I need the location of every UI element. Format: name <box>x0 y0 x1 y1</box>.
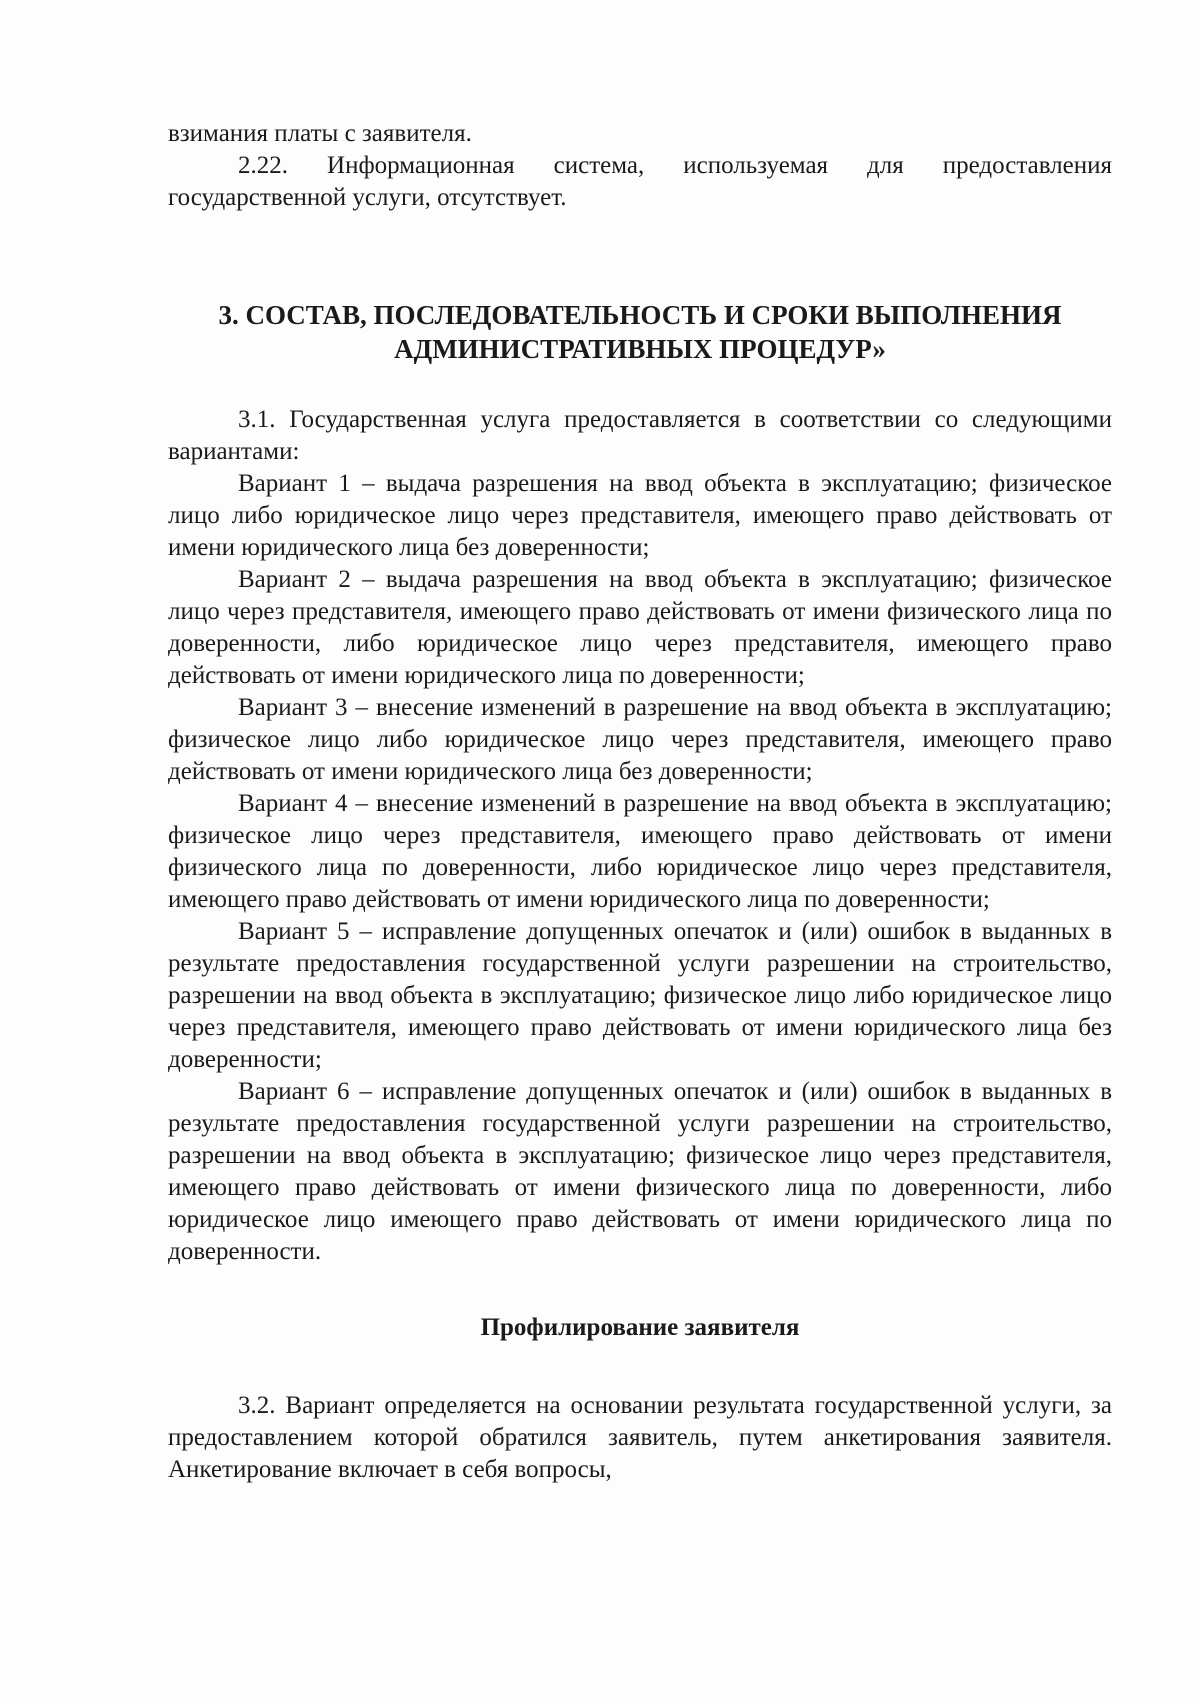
document-body <box>168 118 1112 1486</box>
paragraph-variant-5: Вариант 5 – исправление допущенных опечаток и (или) ошибок в выданных в результате предоставления государственной услуги разрешении на строительство, разрешении на ввод объекта в эксплуатацию; физическое лицо либо юридическое лицо через представителя, имеющего право действовать от имени юридического лица без доверенности; <box>168 918 1112 1073</box>
paragraph-variant-4: Вариант 4 – внесение изменений в разрешение на ввод объекта в эксплуатацию; физическое лицо через представителя, имеющего право действовать от имени физического лица по доверенности, либо юридическое лицо через представителя, имеющего право действовать от имени юридического лица по доверенности; <box>168 790 1112 913</box>
paragraph-variant-3: Вариант 3 – внесение изменений в разрешение на ввод объекта в эксплуатацию; физическое лицо либо юридическое лицо через представителя, имеющего право действовать от имени юридического лица без доверенности; <box>168 694 1112 785</box>
paragraph-variant-1: Вариант 1 – выдача разрешения на ввод объекта в эксплуатацию; физическое лицо либо юридическое лицо через представителя, имеющего право действовать от имени юридического лица без доверенности; <box>168 470 1112 561</box>
section-title: 3. СОСТАВ, ПОСЛЕДОВАТЕЛЬНОСТЬ И СРОКИ ВЫПОЛНЕНИЯ АДМИНИСТРАТИВНЫХ ПРОЦЕДУР» <box>218 300 1062 364</box>
paragraph-variant-6: Вариант 6 – исправление допущенных опечаток и (или) ошибок в выданных в результате предоставления государственной услуги разрешении на строительство, разрешении на ввод объекта в эксплуатацию; физическое лицо через представителя, имеющего право действовать от имени физического лица по доверенности, либо юридическое лицо имеющего право действовать от имени юридического лица по доверенности. <box>168 1078 1112 1265</box>
subheading-applicant-profiling: Профилирование заявителя <box>480 1314 800 1341</box>
paragraph-3-2: 3.2. Вариант определяется на основании результата государственной услуги, за предоставлением которой обратился заявитель, путем анкетирования заявителя. Анкетирование включает в себя вопросы, <box>168 1392 1112 1483</box>
paragraph-2-22: 2.22. Информационная система, используемая для предоставления государственной услуги, отсутствует. <box>168 152 1112 211</box>
paragraph-fee-end: взимания платы с заявителя. <box>168 120 472 147</box>
paragraph-3-1: 3.1. Государственная услуга предоставляется в соответствии со следующими вариантами: <box>168 406 1112 465</box>
section-gap <box>168 366 1112 404</box>
paragraph-variant-2: Вариант 2 – выдача разрешения на ввод объекта в эксплуатацию; физическое лицо через представителя, имеющего право действовать от имени физического лица по доверенности, либо юридическое лицо через представителя, имеющего право действовать от имени юридического лица по доверенности; <box>168 566 1112 689</box>
